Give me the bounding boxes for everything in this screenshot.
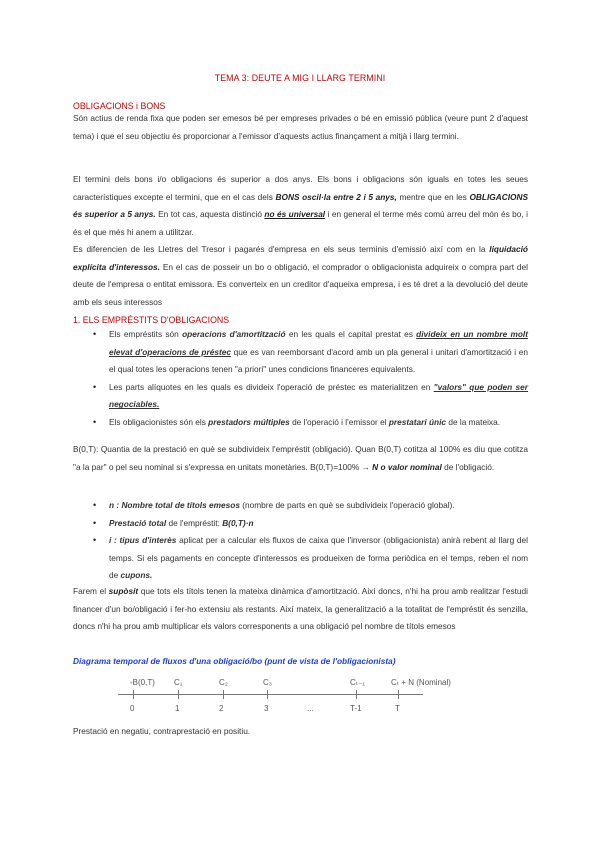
paragraph-b0t: B(0,T): Quantia de la prestació en què se subdivideix l'empréstit (obligació). Quan B(0,T) cotitza al 100% es diu que cotitza "a la par" o pel seu nominal si s'expressa en unitats monetàries. B(0,T)=100% → N o valor nominal de l'obligació. [73,444,528,472]
time-tick: 0 [130,704,135,713]
paragraph-diferencies: Es diferencien de les Lletres del Tresor i pagarés d'empresa en els seus terminis d'emissió així com en la liquidació explícita d'interessos. En el cas de posseir un bo o obligació, el comprador o obligacionista adquireix o compra part del deute de l'empresa o entitat emissora. Es converteix en un creditor d'aqueixa empresa, i es té dret a la devolució del deute amb els seus interessos [73,244,528,307]
list-item: • i : tipus d'interès aplicat per a calcular els fluxos de caixa que l'inversor (obligacionista) anirà rebent al llarg del temps. Si els pagaments en concepte d'interessos es produeixen de forma periòdica en el temps, reben el nom de cupons. [93,532,528,585]
time-tick: 2 [219,704,224,713]
flow-label: C₂ [219,678,228,687]
flow-label: C₁ [174,678,183,687]
footer-note: Prestació en negatiu, contraprestació en positiu. [73,726,251,736]
timeline-mark [133,690,134,699]
time-tick: ... [307,704,314,713]
timeline-mark [178,690,179,699]
flow-label: -B(0,T) [130,678,155,687]
bullet-list-definitions [93,497,528,585]
list-item: • Els empréstits són operacions d'amortització en les quals el capital prestat es divideix en un nombre molt elevat d'operacions de préstec que es van reemborsant d'acord amb un pla general i unitari d'amortització i en el qual totes les operacions tenen "a priori" unes condicions financeres equivalents. [93,326,528,379]
paragraph-intro: Són actius de renda fixa que poden ser emesos bé per empreses privades o bé en emissió pública (veure punt 2 d'aquest tema) i que el seu objectiu és proporcionar a l'emissor d'aquests actius finançament a mitjà i llarg termini. [73,113,528,141]
timeline-mark [267,690,268,699]
time-tick: 3 [264,704,269,713]
list-item: • n : Nombre total de títols emesos (nombre de parts en què se subdivideix l'operació global). [93,497,528,515]
cash-flow-timeline [118,678,458,718]
list-item: • Prestació total de l'empréstit: B(0,T)·n [93,515,528,533]
diagram-title: Diagrama temporal de fluxos d'una obligació/bo (punt de vista de l'obligacionista) [73,656,396,666]
section-heading-emprestits: 1. ELS EMPRÉSTITS D'OBLIGACIONS [73,315,230,325]
timeline-mark [223,690,224,699]
flow-label: Cₜ + N (Nominal) [391,678,451,687]
paragraph-termini: El termini dels bons i/o obligacions és superior a dos anys. Els bons i obligacions són iguals en totes les seues característiques excepte el termini, que en el cas dels BONS oscil·la entre 2 i 5 anys, mentre que en les OBLIGACIONS és superior a 5 anys. En tot cas, aquesta distinció no és universal i en general el terme més comú arreu del món és bo, i és el que més hi anem a utilitzar. [73,174,528,237]
timeline-axis [118,694,423,695]
page-title: TEMA 3: DEUTE A MIG I LLARG TERMINI [214,73,386,83]
time-tick: T [395,704,400,713]
list-item: • Els obligacionistes són els prestadors múltiples de l'operació i l'emissor el prestatari únic de la mateixa. [93,414,528,432]
section-heading-obligacions: OBLIGACIONS i BONS [73,101,166,111]
time-tick: T-1 [350,704,362,713]
timeline-mark [356,690,357,699]
bullet-list-emprestits [93,326,528,432]
time-tick: 1 [175,704,180,713]
timeline-mark [398,690,399,699]
list-item: • Les parts alíquotes en les quals es divideix l'operació de préstec es materialitzen en "valors" que poden ser negociables. [93,379,528,414]
flow-label: C₃ [263,678,273,687]
flow-label: Cₜ₋₁ [350,678,366,687]
paragraph-suposit: Farem el supòsit que tots els títols tenen la mateixa dinàmica d'amortització. Així doncs, n'hi ha prou amb realitzar l'estudi financer d'un bo/obligació i fer-ho extensiu als restants. Així mateix, la generalització a la totalitat de l'empréstit és senzilla, doncs n'hi ha prou amb multiplicar els valors corresponents a una obligació pel nombre de títols emesos [73,586,528,632]
